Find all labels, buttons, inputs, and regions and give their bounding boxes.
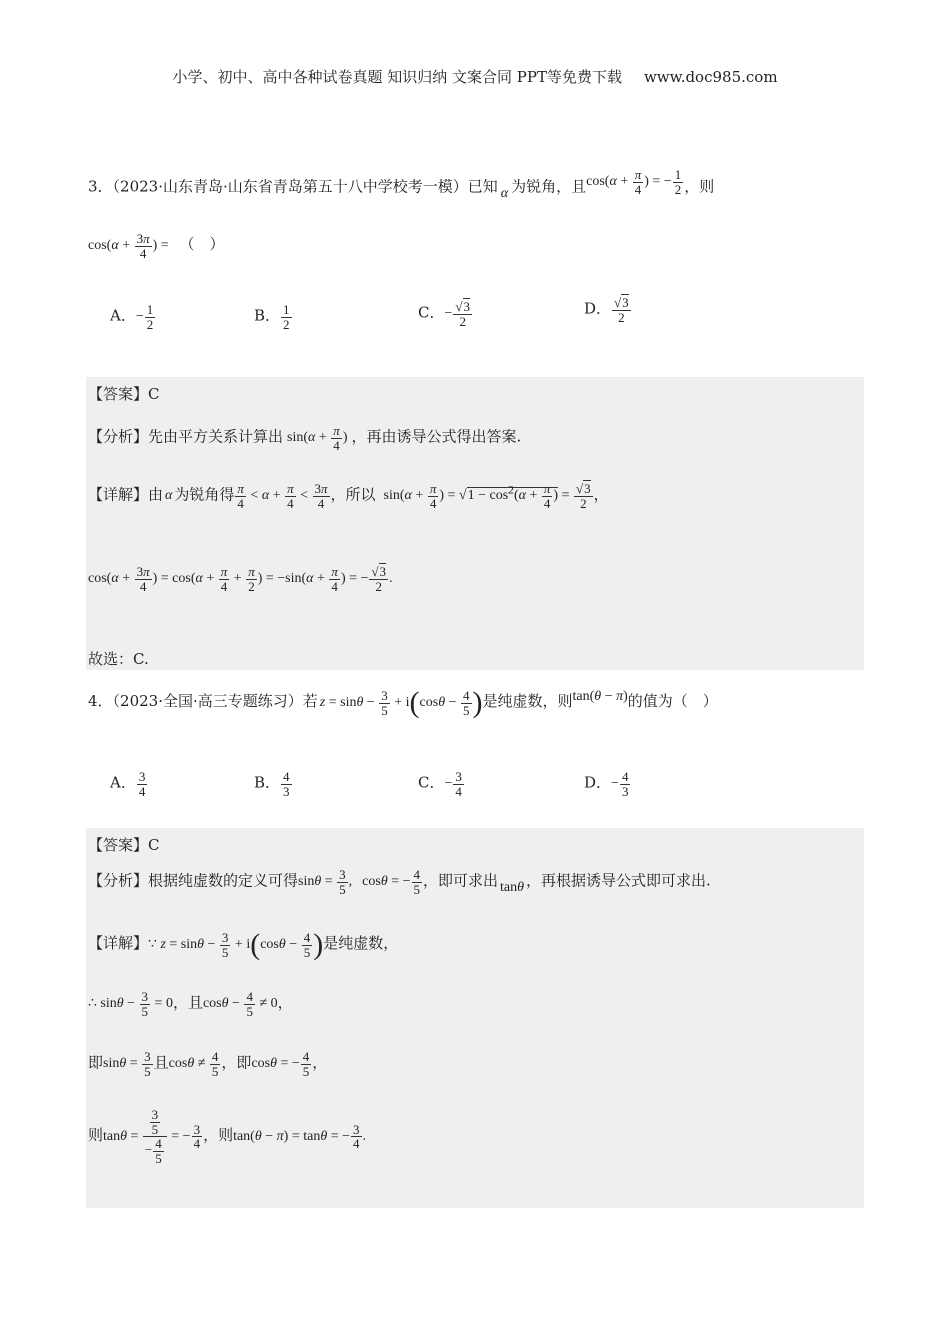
math-sin-value: sin(α + $\frac{\pi}{4}$ ) = $√1 - \cos^2(\alpha$ + $\frac{\pi}{4}$ ) = $\frac{√3}{2}$ — [383, 481, 591, 511]
q3-answer: 【答案】C — [88, 385, 160, 403]
question-4-stem: 4．（2023·全国·高三专题练习）若 z = sinθ − $\frac{3}{5}$ + i(cosθ − $\frac{4}{5}$ )是纯虚数，则tan(θ − π)的值为（ ） — [88, 686, 718, 719]
q4-analysis: 【分析】根据纯虚数的定义可得sinθ = $\frac{3}{5}$ , cosθ = − $\frac{4}{5}$ ，即可求出 tanθ ，再根据诱导公式即可求出. — [88, 867, 711, 897]
q4-step-2: ∴ sinθ − $\frac{3}{5}$ = 0，且cosθ − $\frac{4}{5}$ ≠ 0， — [88, 989, 293, 1019]
q3-conclusion: 故选：C. — [88, 650, 149, 668]
q4-step-3: 即sinθ = $\frac{3}{5}$ 且cosθ ≠ $\frac{4}{5}$ ，即cosθ = − $\frac{4}{5}$ ， — [88, 1049, 328, 1079]
math-option-value: $\frac{√3}{2}$ — [614, 295, 629, 325]
option-c[interactable]: C．− $\frac{3}{4}$ — [418, 769, 462, 799]
math-option-value: − $\frac{1}{2}$ — [135, 302, 154, 332]
page-header — [0, 66, 950, 87]
option-d[interactable]: D．− $\frac{4}{3}$ — [584, 769, 629, 799]
question-number: 3． — [88, 177, 113, 196]
math-angle-range: $\frac{\pi}{4}$ < α + $\frac{\pi}{4}$ < $\frac{3\pi}{4}$ — [237, 481, 328, 511]
math-option-value: $\frac{1}{2}$ — [283, 302, 290, 332]
header-url[interactable]: www.doc985.com — [643, 68, 778, 86]
question-3-expression — [88, 232, 224, 260]
option-b[interactable]: B． $\frac{4}{3}$ — [254, 769, 290, 799]
math-cos-condition: cos(α + $\frac{\pi}{4}$ ) = − $\frac{1}{2}$ — [586, 167, 682, 197]
option-b[interactable]: B． $\frac{1}{2}$ — [254, 303, 293, 331]
answer-value: C — [148, 836, 160, 854]
header-text: 小学、初中、高中各种试卷真题 知识归纳 文案合同 PPT等免费下载 — [172, 68, 622, 86]
option-c[interactable]: C．− $\frac{√3}{2}$ — [418, 300, 473, 328]
option-a[interactable]: A． $\frac{3}{4}$ — [110, 769, 146, 799]
question-source: （2023·全国·高三专题练习）若 — [112, 692, 318, 711]
math-cos-target: cos(α + $\frac{3\pi}{4}$ ) = — [88, 231, 169, 261]
math-option-value: − $\frac{√3}{2}$ — [444, 299, 471, 329]
q3-derivation — [88, 565, 393, 593]
q4-detail: 【详解】∵ z = sinθ − $\frac{3}{5}$ + i(cosθ − $\frac{4}{5}$ )是纯虚数， — [88, 928, 399, 961]
q4-step-4: 则tanθ = $\frac{3}{5}$ − $\frac{4}{5}$ = − $\frac{3}{4}$ ，则tan(θ − π) = tanθ = − $\frac{3}{4}$ . — [88, 1107, 367, 1166]
math-derivation: cos(α + $\frac{3\pi}{4}$ ) = cos(α + $\frac{\pi}{4}$ + $\frac{\pi}{2}$ ) = −sin(α + $\frac{\pi}{4}$ ) = − $\frac{√3}{2}$ . — [88, 564, 393, 594]
question-source: （2023·山东青岛·山东省青岛第五十八中学校考一模）已知 — [112, 177, 498, 196]
answer-value: C — [148, 385, 160, 403]
math-tan-expr: tan(θ − π) — [572, 689, 628, 705]
option-d[interactable]: D． $\frac{√3}{2}$ — [584, 296, 632, 324]
question-3-stem: 3．（2023·山东青岛·山东省青岛第五十八中学校考一模）已知 α 为锐角，且cos(α + $\frac{\pi}{4}$ ) = − $\frac{1}{2}$ ，则 — [88, 167, 715, 202]
solution-block-q3 — [86, 377, 864, 670]
math-alpha: α — [500, 186, 509, 202]
math-sin-expr: sin(α + $\frac{\pi}{4}$ ) — [287, 423, 348, 453]
q3-detail: 【详解】由 α 为锐角得 $\frac{\pi}{4}$ < α + $\frac{\pi}{4}$ < $\frac{3\pi}{4}$ ，所以 sin(α + $\frac{\pi}{4}$ ) = $√1 - \cos^2(\alpha$ + $\frac{\pi}{4}$ ) = $\frac{√3}{2}$ ， — [88, 481, 609, 511]
q4-answer: 【答案】C — [88, 836, 160, 854]
option-a[interactable]: A．− $\frac{1}{2}$ — [110, 303, 156, 331]
math-z-def: z = sinθ − $\frac{3}{5}$ + i(cosθ − $\frac{4}{5}$ ) — [319, 686, 483, 719]
answer-blank: （ ） — [179, 235, 225, 254]
question-number: 4． — [88, 692, 113, 711]
q3-analysis: 【分析】先由平方关系计算出 sin(α + $\frac{\pi}{4}$ ) ，再由诱导公式得出答案. — [88, 423, 522, 453]
